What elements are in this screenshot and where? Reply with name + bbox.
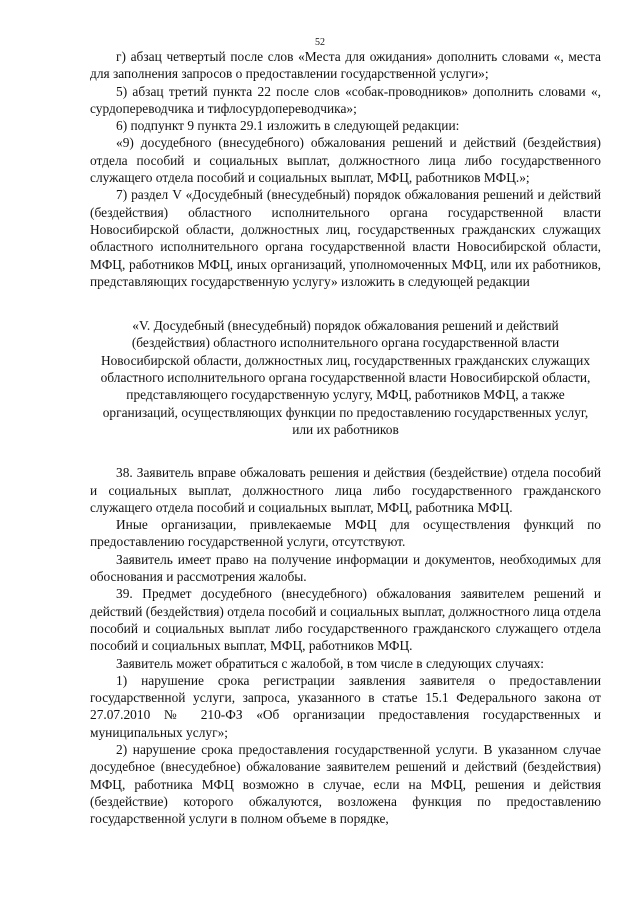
- paragraph-amendment-5: 5) абзац третий пункта 22 после слов «собак-проводников» дополнить словами «, сурдопереводчика и тифлосурдопереводчика»;: [90, 83, 601, 116]
- paragraph-38: 38. Заявитель вправе обжаловать решения и действия (бездействие) отдела пособий и социальных выплат, должностного лица либо государственного гражданского служащего отдела пособий и социальных выплат, МФЦ, работника МФЦ.: [90, 465, 601, 515]
- paragraph-complaint-cases: Заявитель может обратиться с жалобой, в том числе в следующих случаях:: [116, 655, 544, 671]
- document-body: [90, 48, 601, 827]
- section-title: «V. Досудебный (внесудебный) порядок обжалования решений и действий (бездействия) областного исполнительного органа государственной власти Новосибирской области, должностных лиц, государственных гражданских служащих областного исполнительного органа государственной власти Новосибирской области, представляющего государственную услугу, МФЦ, работников МФЦ, а также организаций, осуществляющих функции по предоставлению государственных услуг, или их работников: [100, 318, 591, 437]
- paragraph-right-to-information: Заявитель имеет право на получение информации и документов, необходимых для обоснования и рассмотрения жалобы.: [90, 551, 601, 585]
- paragraph-39: 39. Предмет досудебного (внесудебного) обжалования заявителем решений и действий (бездействия) отдела пособий и социальных выплат, должностного лица отдела пособий и социальных выплат либо государственного гражданского служащего отдела пособий и социальных выплат, МФЦ, работников МФЦ.: [90, 586, 601, 654]
- paragraph-subitem-9: «9) досудебного (внесудебного) обжалования решений и действий (бездействия) отдела пособий и социальных выплат, должностного лица либо государственного служащего отдела пособий и социальных выплат, МФЦ, работников МФЦ.»;: [90, 135, 601, 186]
- paragraph-amendment-g: г) абзац четвертый после слов «Места для ожидания» дополнить словами «, места для заполнения запросов о предоставлении государственной услуги»;: [90, 49, 601, 82]
- paragraph-amendment-6: 6) подпункт 9 пункта 29.1 изложить в следующей редакции:: [116, 118, 460, 134]
- page-number: 52: [315, 37, 325, 48]
- paragraph-case-1: 1) нарушение срока регистрации заявления заявителя о предоставлении государственной услуги, запроса, указанного в статье 15.1 Федерального закона от 27.07.2010 № 210-ФЗ «Об организации предоставления государственных и муниципальных услуг»;: [90, 672, 601, 740]
- paragraph-case-2: 2) нарушение срока предоставления государственной услуги. В указанном случае досудебное (внесудебное) обжалование заявителем решений и действий (бездействия) МФЦ, работника МФЦ возможно в случае, если на МФЦ, решения и действия (бездействие) которого обжалуются, возложена функция по предоставлению государственной услуги в полном объеме в порядке,: [90, 741, 601, 827]
- paragraph-other-organizations: Иные организации, привлекаемые МФЦ для осуществления функций по предоставлению государственной услуги, отсутствуют.: [90, 517, 601, 550]
- paragraph-amendment-7: 7) раздел V «Досудебный (внесудебный) порядок обжалования решений и действий (бездействия) областного исполнительного органа государственной власти Новосибирской области, должностных лиц, государственных гражданских служащих областного исполнительного органа государственной власти Новосибирской области, МФЦ, работников МФЦ, иных организаций, уполномоченных МФЦ, или их работников, представляющих государственную услугу» изложить в следующей редакции: [90, 187, 601, 289]
